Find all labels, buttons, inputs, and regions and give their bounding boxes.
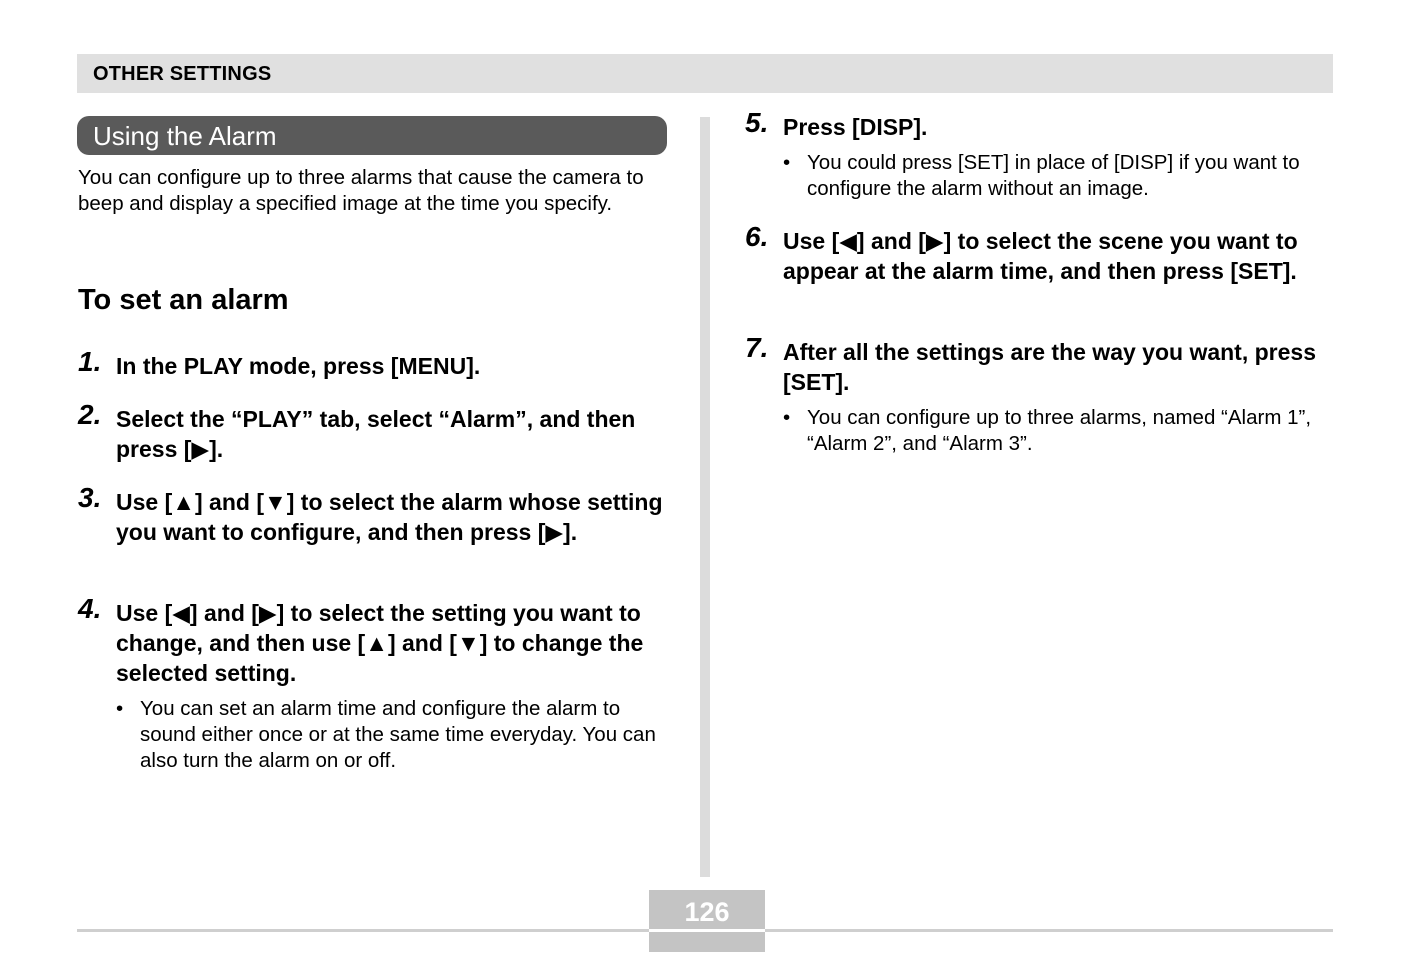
topic-title: Using the Alarm <box>93 121 277 151</box>
note-text: You can set an alarm time and configure the alarm to sound either once or at the same time everyday. You can also turn the alarm on or off. <box>140 697 656 772</box>
step-number: 1. <box>78 346 102 377</box>
step-text: Select the “PLAY” tab, select “Alarm”, and then press [▶]. <box>116 406 636 462</box>
step-number: 5. <box>745 107 769 138</box>
step-number: 2. <box>78 399 102 430</box>
bullet-icon: • <box>783 406 791 429</box>
step-3 <box>78 482 678 547</box>
step-text: Use [◀] and [▶] to select the setting you want to change, and then use [▲] and [▼] to change the selected setting. <box>116 600 644 686</box>
bullet-icon: • <box>116 697 124 720</box>
step-7-note <box>783 405 1338 457</box>
step-6 <box>745 221 1335 286</box>
step-5 <box>745 107 1335 142</box>
step-text: In the PLAY mode, press [MENU]. <box>116 353 481 379</box>
note-text: You could press [SET] in place of [DISP] if you want to configure the alarm without an image. <box>807 151 1300 200</box>
page-number-box <box>649 890 765 952</box>
step-4-note <box>116 696 676 774</box>
step-2 <box>78 399 678 464</box>
column-divider <box>700 117 710 877</box>
note-text: You can configure up to three alarms, named “Alarm 1”, “Alarm 2”, and “Alarm 3”. <box>807 406 1312 455</box>
step-7 <box>745 332 1335 397</box>
step-1 <box>78 346 678 381</box>
step-number: 6. <box>745 221 769 252</box>
step-4 <box>78 593 678 688</box>
step-5-note <box>783 150 1338 202</box>
intro-paragraph: You can configure up to three alarms that cause the camera to beep and display a specified image at the time you specify. <box>78 166 644 215</box>
step-text: Use [◀] and [▶] to select the scene you want to appear at the alarm time, and then press [SET]. <box>783 228 1298 284</box>
section-header-band <box>77 54 1333 93</box>
step-number: 3. <box>78 482 102 513</box>
procedure-heading: To set an alarm <box>78 284 289 316</box>
topic-title-banner <box>77 116 667 155</box>
step-text: Press [DISP]. <box>783 114 928 140</box>
step-text: After all the settings are the way you want, press [SET]. <box>783 339 1316 395</box>
step-text: Use [▲] and [▼] to select the alarm whose setting you want to configure, and then press [▶]. <box>116 489 663 545</box>
step-number: 4. <box>78 593 102 624</box>
bullet-icon: • <box>783 151 791 174</box>
page-number: 126 <box>684 897 730 927</box>
step-number: 7. <box>745 332 769 363</box>
section-header-title: OTHER SETTINGS <box>93 63 272 85</box>
